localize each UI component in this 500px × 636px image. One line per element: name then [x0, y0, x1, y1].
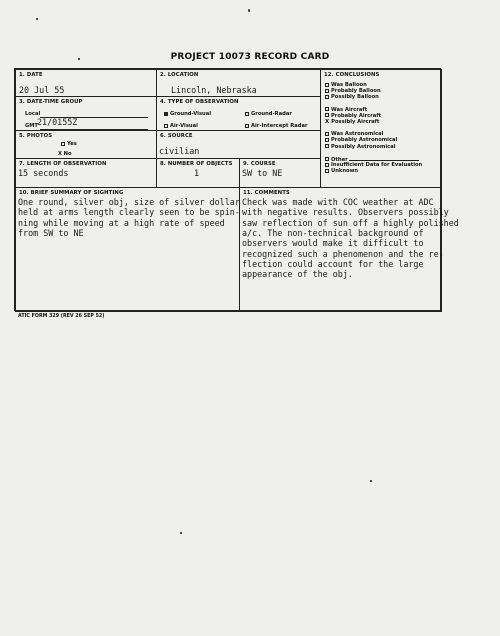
conclusion-option[interactable]: Was Balloon — [325, 82, 367, 88]
summary-label: 10. BRIEF SUMMARY OF SIGHTING — [19, 190, 124, 196]
text-line: flection could account for the large — [242, 258, 424, 269]
objects-label: 8. NUMBER OF OBJECTS — [160, 161, 233, 167]
text-line: appearance of the obj. — [242, 269, 353, 280]
source-label: 6. SOURCE — [160, 133, 193, 139]
objects-value: 1 — [194, 168, 200, 178]
text-line: held at arms length clearly seen to be spin- — [18, 207, 240, 218]
comments-label: 11. COMMENTS — [243, 190, 290, 196]
text-line: observers would make it difficult to — [242, 238, 424, 249]
gmt-label: GMT — [25, 123, 38, 129]
opt-ground-radar[interactable]: Ground-Radar — [245, 111, 292, 117]
conclusions-box — [320, 69, 442, 188]
location-value: Lincoln, Nebraska — [171, 85, 257, 95]
conclusion-option[interactable]: Possibly Balloon — [325, 94, 379, 100]
date-box — [15, 69, 157, 97]
local-label: Local — [25, 111, 41, 117]
length-label: 7. LENGTH OF OBSERVATION — [19, 161, 107, 167]
text-line: from SW to NE — [18, 227, 84, 238]
photos-no[interactable]: X No — [58, 151, 72, 157]
text-line: recognized such a phenomenon and the re- — [242, 248, 444, 259]
conclusion-option[interactable]: Other — [325, 156, 419, 163]
record-card — [14, 68, 459, 311]
location-label: 2. LOCATION — [160, 72, 199, 78]
conclusion-option[interactable]: Probably Astronomical — [325, 137, 397, 143]
opt-ground-visual[interactable]: Ground-Visual — [164, 111, 211, 117]
date-value: 20 Jul 55 — [19, 85, 65, 95]
source-box — [156, 130, 321, 159]
text-line: a/c. The non-technical background of — [242, 227, 424, 238]
conclusion-option[interactable]: Possibly Astronomical — [325, 144, 396, 150]
length-value: 15 seconds — [18, 168, 69, 178]
text-line: ning while moving at a high rate of speed — [18, 217, 225, 228]
conclusion-option[interactable]: Probably Aircraft — [325, 113, 381, 119]
summary-box — [15, 187, 240, 312]
photos-box — [15, 130, 157, 159]
photos-yes[interactable]: Yes — [61, 141, 77, 147]
text-line: Check was made with COC weather at ADC — [242, 197, 434, 207]
photos-label: 5. PHOTOS — [19, 133, 53, 139]
dtg-box — [15, 96, 157, 131]
text-line: One round, silver obj, size of silver dollar — [18, 197, 240, 207]
type-obs-label: 4. TYPE OF OBSERVATION — [160, 99, 239, 105]
conclusion-option[interactable]: Probably Balloon — [325, 88, 381, 94]
conclusions-label: 12. CONCLUSIONS — [324, 72, 380, 78]
date-label: 1. DATE — [19, 72, 43, 78]
conclusion-option[interactable]: Insufficient Data for Evaluation — [325, 162, 422, 168]
text-line: with negative results. Observers possibly — [242, 207, 449, 218]
comments-box — [239, 187, 459, 312]
form-footer: ATIC FORM 329 (REV 26 SEP 52) — [18, 314, 105, 319]
opt-air-visual[interactable]: Air-Visual — [164, 123, 198, 129]
conclusion-option[interactable]: Was Aircraft — [325, 107, 367, 113]
conclusion-option[interactable]: Unknown — [325, 168, 358, 174]
conclusion-mark: X — [325, 119, 330, 125]
gmt-value: 21/0155Z — [37, 117, 78, 127]
objects-box — [156, 158, 240, 188]
opt-air-intercept-radar[interactable]: Air-Intercept Radar — [245, 123, 308, 129]
source-value: civilian — [159, 146, 200, 156]
course-box — [239, 158, 321, 188]
location-box — [156, 69, 321, 97]
conclusion-option[interactable]: X Possibly Aircraft — [325, 119, 380, 125]
course-label: 9. COURSE — [243, 161, 276, 167]
conclusion-option[interactable]: Was Astronomical — [325, 131, 383, 137]
course-value: SW to NE — [242, 168, 283, 178]
type-obs-box — [156, 96, 321, 131]
dtg-label: 3. DATE-TIME GROUP — [19, 99, 83, 105]
length-box — [15, 158, 157, 188]
card-title: PROJECT 10073 RECORD CARD — [170, 52, 330, 62]
text-line: saw reflection of sun off a highly polished — [242, 217, 459, 228]
